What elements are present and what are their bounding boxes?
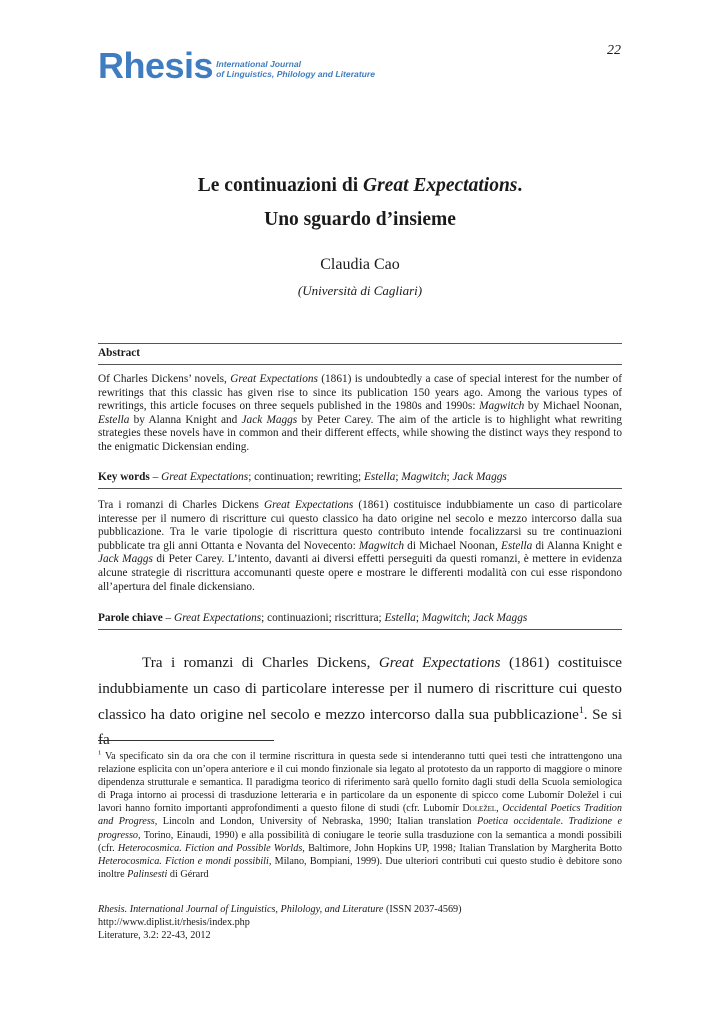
body-paragraph: Tra i romanzi di Charles Dickens, Great Expectations (1861) costituisce indubbiamente un caso di particolare interesse per il numero di riscritture cui questo classico ha dato origine nel secolo e mezzo intercorso dalla sua pubblicazione$^1$. Se si fa bbox=[98, 654, 622, 749]
keywords-italian: Parole chiave – Great Expectations; continuazioni; riscrittura; Estella; Magwitch; Jack Maggs bbox=[98, 612, 528, 624]
abstract-top-rule bbox=[98, 343, 622, 344]
keywords-english-rule bbox=[98, 488, 622, 489]
keywords-italian-rule bbox=[98, 629, 622, 630]
footnote-rule bbox=[98, 740, 274, 741]
title-block bbox=[98, 174, 622, 299]
author-affiliation: (Università di Cagliari) bbox=[297, 283, 423, 298]
logo-subtitle bbox=[216, 59, 375, 79]
abstract-heading: Abstract bbox=[98, 347, 141, 359]
footnote-1: $^1$ Va specificato sin da ora che con il termine riscrittura in questa sede si intenderanno tutti quei testi che intrattengono una relazione esplicita con un’opera anteriore e il cui mondo finzionale sia legato al prototesto da un rapporto di maggiore o minore dipendenza strutturale e semantica. Il paradigma teorico di riferimento sarà quello fornito dagli studi della Scuola semiologica di Praga intorno ai processi di trasduzione letteraria e in particolare da un esponente di spicco come Lubomír Doležel i cui lavori hanno fornito importanti approfondimenti a questo filone di studi (cfr. Lubomír Doležel, Occidental Poetics Tradition and Progress, Lincoln and London, University of Nebraska, 1990; Italian translation Poetica occidentale. Tradizione e progresso, Torino, Einaudi, 1990) e alla possibilità di coniugare le teorie sulla trasduzione con la semantica a mondi possibili (cfr. Heterocosmica. Fiction and Possible Worlds, Baltimore, John Hopkins UP, 1998; Italian Translation by Margherita Botto Heterocosmica. Fiction e mondi possibili, Milano, Bompiani, 1999). Due ulteriori contributi cui questo studio è debitore sono inoltre Palinsesti di Gérard bbox=[98, 749, 623, 880]
article-subtitle: Uno sguardo d’insieme bbox=[264, 209, 456, 230]
footer-journal-line: Rhesis. International Journal of Linguistics, Philology, and Literature (ISSN 2037-4569) bbox=[98, 904, 462, 915]
footer-url[interactable]: http://www.diplist.it/rhesis/index.php bbox=[98, 917, 250, 929]
logo-word: Rhesis bbox=[98, 45, 214, 86]
author-name: Claudia Cao bbox=[320, 256, 400, 273]
logo-subtitle-line1: International Journal bbox=[216, 59, 302, 69]
article-title: Le continuazioni di Great Expectations. bbox=[197, 175, 523, 196]
abstract-italian: Tra i romanzi di Charles Dickens Great Expectations (1861) costituisce indubbiamente un caso di particolare interesse per il numero di riscritture cui questo classico ha dato origine nel secolo e mezzo intercorso dalla sua pubblicazione. Tra le varie tipologie di riscrittura questo contributo intende focalizzarsi su tre continuazioni pubblicate tra gli anni Ottanta e Novanta del Novecento: Magwitch di Michael Noonan, Estella di Alanna Knight e Jack Maggs di Peter Carey. L’intento, davanti ai diversi effetti perseguiti da questi romanzi, è mettere in evidenza alcune strategie di riscrittura accomunanti queste opere e mostrare le differenti modalità con cui esse rispondono all’apertura del finale dickensiano. bbox=[98, 499, 623, 593]
abstract-english: Of Charles Dickens’ novels, Great Expectations (1861) is undoubtedly a case of special interest for the number of rewritings that this classic has given rise to since its publication 150 years ago. Among the various types of rewritings, this article focuses on three sequels published in the 1980s and 1990s: Magwitch by Michael Noonan, Estella by Alanna Knight and Jack Maggs by Peter Carey. The aim of the article is to highlight what rewriting strategies these novels have in common and their different effects, while showing the distinct ways they respond to the enigmatic Dickensian ending. bbox=[98, 373, 622, 453]
journal-logo bbox=[98, 45, 376, 86]
abstract-heading-rule bbox=[98, 364, 622, 365]
page-number: 22 bbox=[607, 43, 621, 58]
footer-issue: Literature, 3.2: 22-43, 2012 bbox=[98, 930, 211, 942]
footnote-ref[interactable]: 1 bbox=[578, 704, 584, 716]
page-footer bbox=[98, 903, 462, 943]
logo-subtitle-line2: of Linguistics, Philology and Literature bbox=[216, 69, 376, 79]
keywords-english: Key words – Great Expectations; continuation; rewriting; Estella; Magwitch; Jack Maggs bbox=[98, 471, 507, 483]
